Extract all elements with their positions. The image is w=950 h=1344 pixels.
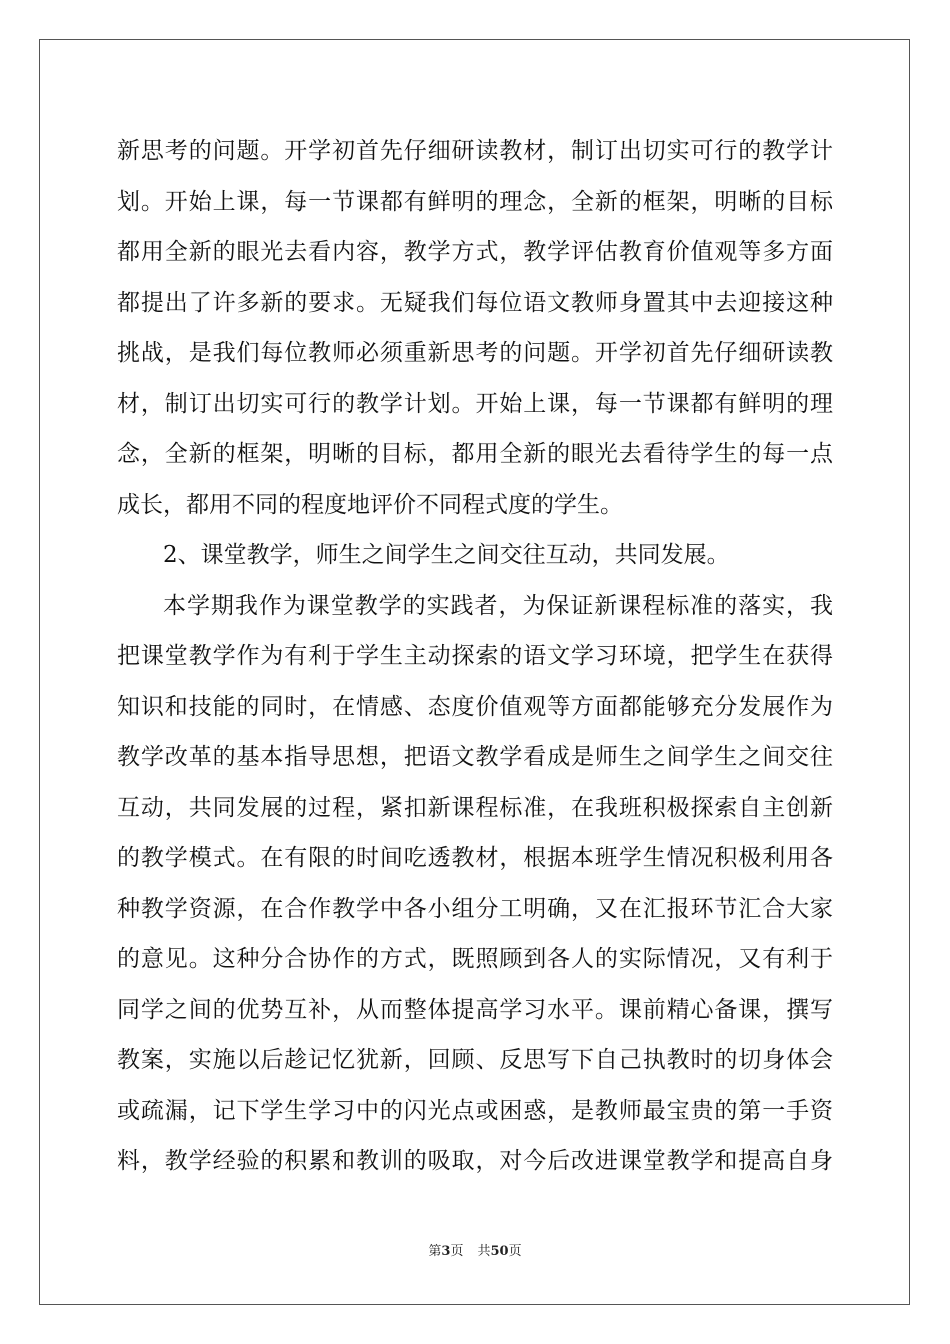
text-line: 教学改革的基本指导思想，把语文教学看成是师生之间学生之间交往 bbox=[117, 744, 833, 770]
text-line: 划。开始上课，每一节课都有鲜明的理念，全新的框架，明晰的目标 bbox=[117, 188, 833, 215]
text-line: 本学期我作为课堂教学的实践者，为保证新课程标准的落实，我 bbox=[163, 592, 833, 619]
total-prefix: 共 bbox=[477, 1244, 491, 1259]
text-line: 挑战，是我们每位教师必须重新思考的问题。开学初首先仔细研读教 bbox=[117, 340, 833, 366]
page-prefix: 第 bbox=[428, 1244, 442, 1259]
text-line: 的意见。这种分合协作的方式，既照顾到各人的实际情况，又有利于 bbox=[117, 946, 833, 972]
text-line: 教案，实施以后趁记忆犹新，回顾、反思写下自己执教时的切身体会 bbox=[117, 1047, 833, 1073]
text-line: 都用全新的眼光去看内容，教学方式，教学评估教育价值观等多方面 bbox=[117, 239, 833, 265]
total-pages: 50 bbox=[490, 1244, 509, 1259]
text-line: 念，全新的框架，明晰的目标，都用全新的眼光去看待学生的每一点 bbox=[117, 441, 833, 467]
text-line: 料，教学经验的积累和教训的吸取，对今后改进课堂教学和提高自身 bbox=[117, 1148, 833, 1174]
document-body bbox=[117, 126, 833, 1187]
text-line: 种教学资源，在合作教学中各小组分工明确，又在汇报环节汇合大家 bbox=[117, 895, 833, 922]
text-line: 的教学模式。在有限的时间吃透教材，根据本班学生情况积极利用各 bbox=[117, 845, 833, 871]
text-line: 或疏漏，记下学生学习中的闪光点或困惑，是教师最宝贵的第一手资 bbox=[117, 1097, 833, 1124]
page-footer bbox=[0, 1243, 950, 1261]
section-heading: 2、课堂教学，师生之间学生之间交往互动，共同发展。 bbox=[163, 542, 730, 568]
page-number: 3 bbox=[441, 1244, 451, 1259]
text-line: 互动，共同发展的过程，紧扣新课程标准，在我班积极探索自主创新 bbox=[117, 794, 833, 821]
text-line: 把课堂教学作为有利于学生主动探索的语文学习环境，把学生在获得 bbox=[117, 643, 833, 669]
text-line: 知识和技能的同时，在情感、态度价值观等方面都能够充分发展作为 bbox=[117, 693, 833, 720]
page-suffix: 页 bbox=[450, 1244, 464, 1259]
text-line: 成长，都用不同的程度地评价不同程式度的学生。 bbox=[117, 491, 623, 518]
text-line: 都提出了许多新的要求。无疑我们每位语文教师身置其中去迎接这种 bbox=[117, 289, 833, 316]
text-line: 新思考的问题。开学初首先仔细研读教材，制订出切实可行的教学计 bbox=[117, 138, 833, 164]
text-line: 同学之间的优势互补，从而整体提高学习水平。课前精心备课，撰写 bbox=[117, 996, 833, 1023]
total-suffix: 页 bbox=[508, 1244, 522, 1259]
text-line: 材，制订出切实可行的教学计划。开始上课，每一节课都有鲜明的理 bbox=[117, 390, 833, 417]
